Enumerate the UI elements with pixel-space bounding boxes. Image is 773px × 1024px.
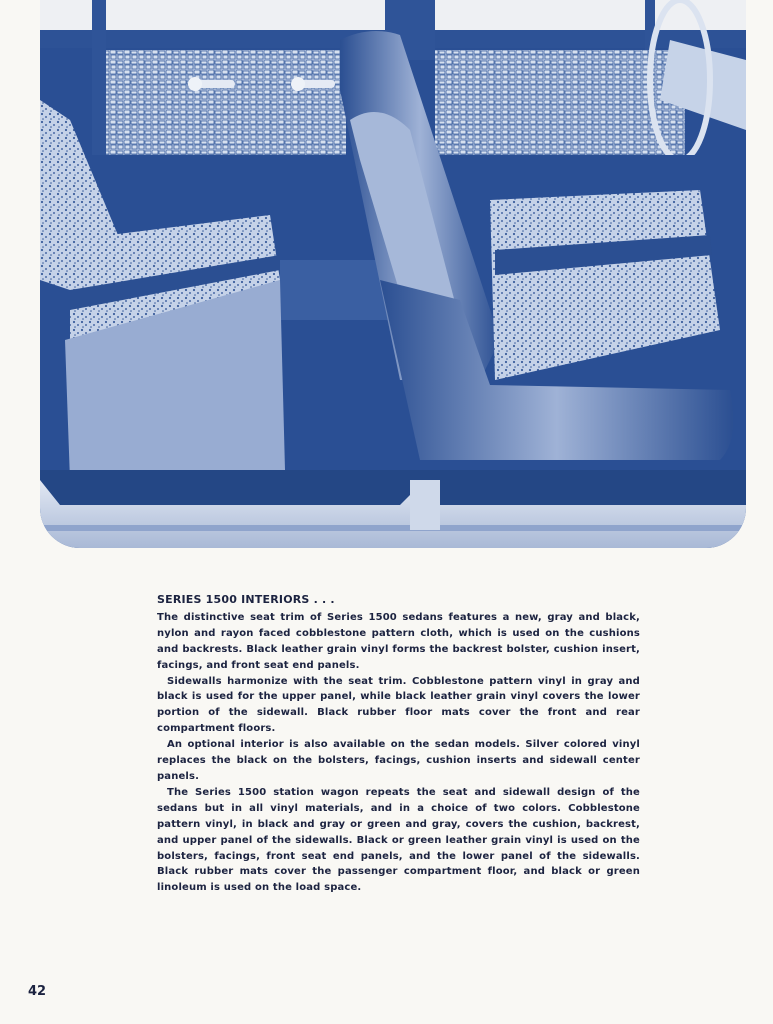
article bbox=[157, 592, 640, 896]
paragraph-optional-interior: An optional interior is also available on the sedan models. Silver colored vinyl replaces the black on the bolsters, facings, cushion inserts and sidewall center panels. bbox=[157, 739, 640, 782]
car-interior-illustration bbox=[40, 0, 746, 548]
paragraph-station-wagon: The Series 1500 station wagon repeats the seat and sidewall design of the sedans but in all vinyl materials, and in a choice of two colors. Cobblestone pattern vinyl, in black and gray or green and gray, covers the cushion, backrest, and upper panel of the sidewalls. Black or green leather grain vinyl is used on the bolsters, facings, front seat end panels, and the lower panel of the sidewalls. Black rubber mats cover the passenger compartment floor, and black or green linoleum is used on the load space. bbox=[157, 786, 640, 894]
paragraph-sidewalls: Sidewalls harmonize with the seat trim. Cobblestone pattern vinyl in gray and black is used for the upper panel, while black leather grain vinyl covers the lower portion of the sidewall. Black rubber floor mats cover the front and rear compartment floors. bbox=[157, 675, 640, 735]
paragraph-seat-trim: The distinctive seat trim of Series 1500 sedans features a new, gray and black, nylon and rayon faced cobblestone pattern cloth, which is used on the cushions and backrests. Black leather grain vinyl forms the backrest bolster, cushion insert, facings, and front seat end panels. bbox=[157, 611, 640, 671]
interior-photo bbox=[40, 0, 746, 548]
article-heading: SERIES 1500 INTERIORS . . . bbox=[157, 593, 335, 606]
page-number: 42 bbox=[28, 984, 47, 999]
